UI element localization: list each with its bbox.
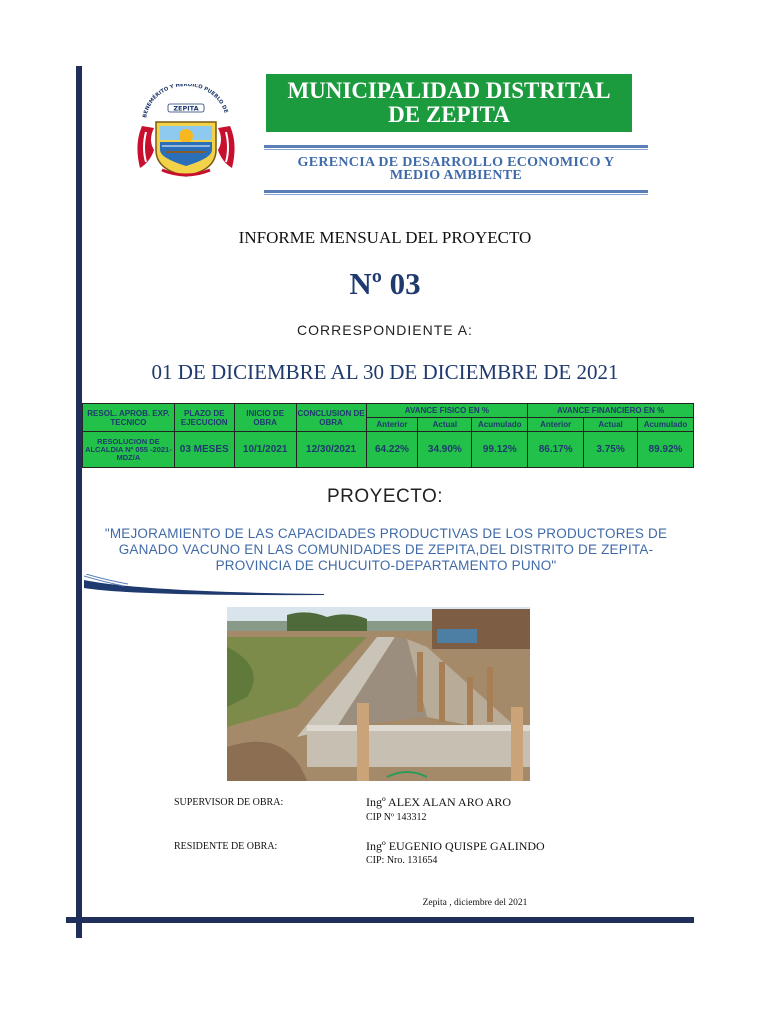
header-avance-financiero: AVANCE FINANCIERO EN % <box>528 404 694 418</box>
decorative-swoosh <box>84 574 324 596</box>
residente-name: Ingº EUGENIO QUISPE GALINDO <box>366 839 545 853</box>
supervisor-name: Ingº ALEX ALAN ARO ARO <box>366 795 512 809</box>
municipality-title <box>266 74 632 132</box>
gerencia-line-1: GERENCIA DE DESARROLLO ECONOMICO Y <box>297 155 615 170</box>
header-fis-anterior: Anterior <box>366 418 418 432</box>
cell-resol: RESOLUCION DE ALCALDIA Nº 055 -2021-MDZ/A <box>83 432 175 468</box>
divider-line <box>264 194 648 195</box>
residente-label: RESIDENTE DE OBRA: <box>174 841 278 852</box>
report-period: 01 DE DICIEMBRE AL 30 DE DICIEMBRE DE 2021 <box>151 360 619 384</box>
supervisor-label: SUPERVISOR DE OBRA: <box>174 797 284 808</box>
correspondiente-label: CORRESPONDIENTE A: <box>297 322 473 338</box>
header-resol: RESOL. APROB. EXP. TECNICO <box>83 404 175 432</box>
residente-cip: CIP: Nro. 131654 <box>366 855 438 866</box>
cell-inicio: 10/1/2021 <box>234 432 296 468</box>
place-date: Zepita , diciembre del 2021 <box>422 898 528 908</box>
svg-text:ZEPITA: ZEPITA <box>173 104 199 113</box>
header-fin-acumulado: Acumulado <box>637 418 693 432</box>
cell-fin-acumulado: 89.92% <box>637 432 693 468</box>
supervisor-cip: CIP Nº 143312 <box>366 812 427 823</box>
title-line-1: MUNICIPALIDAD DISTRITAL <box>287 78 611 103</box>
project-summary-table <box>82 403 694 468</box>
title-line-2: DE ZEPITA <box>388 102 510 127</box>
divider-line <box>264 145 648 148</box>
left-border-bar <box>76 66 82 938</box>
cell-fis-anterior: 64.22% <box>366 432 418 468</box>
report-type-heading: INFORME MENSUAL DEL PROYECTO <box>238 228 532 247</box>
cell-plazo: 03 MESES <box>174 432 234 468</box>
header-fin-anterior: Anterior <box>528 418 584 432</box>
header-fin-actual: Actual <box>584 418 638 432</box>
svg-text:BENEMÉRITO Y HEROICO PUEBLO DE: BENEMÉRITO Y HEROICO PUEBLO DE <box>142 84 229 119</box>
table-row <box>83 432 694 468</box>
header-inicio: INICIO DE OBRA <box>234 404 296 432</box>
header-plazo: PLAZO DE EJECUCION <box>174 404 234 432</box>
municipal-logo <box>132 84 240 180</box>
gerencia-line-2: MEDIO AMBIENTE <box>389 168 523 183</box>
cell-fis-actual: 34.90% <box>418 432 472 468</box>
cell-conclusion: 12/30/2021 <box>296 432 366 468</box>
cell-fin-actual: 3.75% <box>584 432 638 468</box>
gerencia-subtitle <box>264 156 648 182</box>
cell-fis-acumulado: 99.12% <box>472 432 528 468</box>
header-avance-fisico: AVANCE FISICO EN % <box>366 404 528 418</box>
project-photo <box>227 607 530 781</box>
report-number: Nº 03 <box>349 266 421 301</box>
proyecto-description: "MEJORAMIENTO DE LAS CAPACIDADES PRODUCTIVAS DE LOS PRODUCTORES DE GANADO VACUNO EN LAS COMUNIDADES DE ZEPITA,DEL DISTRITO DE ZEPITA-PROVINCIA DE CHUCUITO-DEPARTAMENTO PUNO" <box>104 526 668 573</box>
proyecto-heading: PROYECTO: <box>326 486 444 507</box>
header-fis-acumulado: Acumulado <box>472 418 528 432</box>
divider-line <box>264 149 648 150</box>
header-conclusion: CONCLUSION DE OBRA <box>296 404 366 432</box>
divider-line <box>264 190 648 193</box>
cell-fin-anterior: 86.17% <box>528 432 584 468</box>
header-fis-actual: Actual <box>418 418 472 432</box>
bottom-border-bar <box>66 917 694 923</box>
